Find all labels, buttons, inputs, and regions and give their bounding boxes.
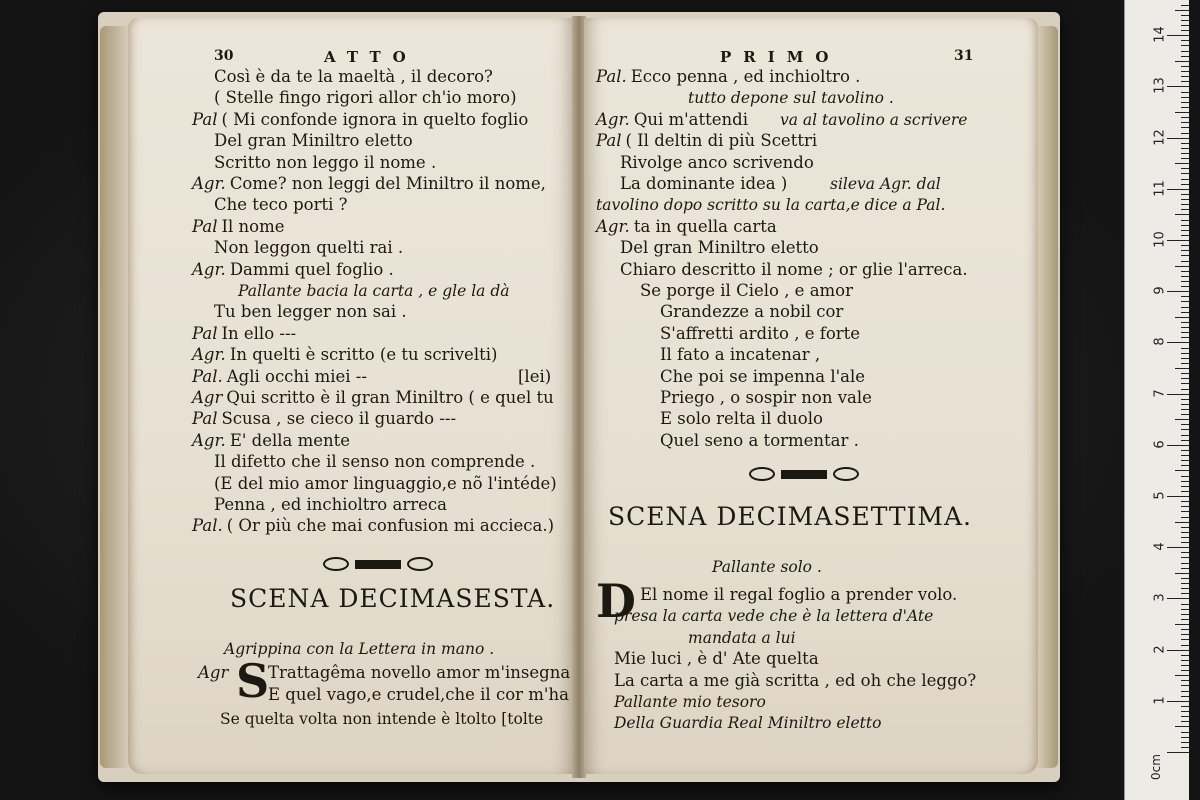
text-line bbox=[214, 494, 447, 516]
text-line bbox=[214, 66, 493, 88]
line-text: Scusa , se cieco il guardo --- bbox=[221, 409, 457, 429]
ruler-tick bbox=[1181, 296, 1189, 297]
ruler-tick bbox=[1181, 179, 1189, 180]
ruler-number: 7 bbox=[1152, 388, 1168, 398]
ruler-tick bbox=[1181, 51, 1189, 52]
ruler-tick bbox=[1167, 342, 1189, 343]
speaker-label: Pal. bbox=[192, 366, 223, 386]
ruler-number: 2 bbox=[1152, 644, 1168, 654]
ruler-tick bbox=[1181, 552, 1189, 553]
ruler-tick bbox=[1181, 220, 1189, 221]
ruler-number: 11 bbox=[1152, 180, 1168, 197]
verse-line: E quel vago,e crudel,che il cor m'ha bbox=[268, 685, 569, 704]
ruler-tick bbox=[1167, 650, 1189, 651]
ruler-tick bbox=[1181, 389, 1189, 390]
ruler-tick bbox=[1181, 71, 1189, 72]
ruler-tick bbox=[1181, 312, 1189, 313]
line-text: Chiaro descritto il nome ; or glie l'arreca. bbox=[620, 259, 968, 279]
speaker-label: Pal bbox=[192, 409, 218, 429]
ruler-tick bbox=[1167, 291, 1189, 292]
ruler-tick bbox=[1181, 358, 1189, 359]
drop-cap: S bbox=[236, 654, 270, 708]
ruler-tick bbox=[1181, 732, 1189, 733]
text-line bbox=[620, 237, 819, 259]
ruler-tick bbox=[1167, 598, 1189, 599]
speaker-label: Agr. bbox=[596, 216, 630, 236]
ruler-tick bbox=[1181, 76, 1189, 77]
ruler-tick bbox=[1181, 255, 1189, 256]
text-line bbox=[214, 301, 407, 323]
ruler-tick bbox=[1175, 61, 1189, 62]
ruler-tick bbox=[1181, 716, 1189, 717]
ruler-tick bbox=[1181, 414, 1189, 415]
line-text: Scritto non leggo il nome . bbox=[214, 152, 437, 172]
ruler-tick bbox=[1175, 317, 1189, 318]
ruler-tick bbox=[1181, 184, 1189, 185]
text-line bbox=[214, 87, 517, 109]
line-text: ( Mi confonde ignora in quelto foglio bbox=[221, 109, 529, 129]
text-line bbox=[596, 216, 777, 238]
ruler-tick bbox=[1181, 158, 1189, 159]
ruler-tick bbox=[1181, 491, 1189, 492]
verse-line: Mie luci , è d' Ate quelta bbox=[614, 649, 819, 669]
ruler-tick bbox=[1181, 307, 1189, 308]
line-text: ( Il deltin di più Scettri bbox=[625, 131, 818, 151]
line-text: Che teco porti ? bbox=[214, 195, 348, 215]
text-line bbox=[192, 430, 350, 452]
verse-line: Trattagêma novello amor m'insegna bbox=[268, 663, 571, 682]
ruler-tick bbox=[1175, 675, 1189, 676]
ruler-tick bbox=[1181, 660, 1189, 661]
ruler-tick bbox=[1181, 614, 1189, 615]
ruler-tick bbox=[1181, 127, 1189, 128]
ruler-tick bbox=[1181, 301, 1189, 302]
ruler-tick bbox=[1181, 168, 1189, 169]
ruler-tick bbox=[1167, 138, 1189, 139]
ruler-tick bbox=[1181, 450, 1189, 451]
speaker-label: Agr bbox=[192, 388, 223, 407]
scene-stage-direction: Agrippina con la Lettera in mano . bbox=[224, 640, 495, 658]
ruler-tick bbox=[1181, 92, 1189, 93]
speaker-label: Pal. bbox=[192, 516, 223, 536]
measurement-ruler bbox=[1124, 0, 1189, 800]
text-line bbox=[620, 173, 787, 195]
stage-direction: sileva Agr. dal bbox=[830, 175, 941, 193]
ruler-tick bbox=[1181, 66, 1189, 67]
text-line bbox=[660, 301, 843, 323]
line-text: Qui scritto è il gran Miniltro ( e quel tu bbox=[226, 388, 554, 407]
line-text: In ello --- bbox=[221, 323, 297, 343]
ruler-tick bbox=[1181, 25, 1189, 26]
ruler-tick bbox=[1175, 419, 1189, 420]
ruler-tick bbox=[1181, 619, 1189, 620]
ruler-tick bbox=[1181, 476, 1189, 477]
stage-direction: Della Guardia Real Miniltro eletto bbox=[614, 714, 882, 733]
text-line bbox=[192, 173, 546, 195]
ruler-tick bbox=[1181, 373, 1189, 374]
ruler-number: 13 bbox=[1152, 77, 1168, 95]
ruler-tick bbox=[1181, 721, 1189, 722]
ruler-tick bbox=[1181, 281, 1189, 282]
text-line bbox=[620, 152, 814, 174]
ruler-tick bbox=[1181, 15, 1189, 16]
text-line bbox=[192, 344, 497, 366]
line-text: In quelti è scritto (e tu scrivelti) bbox=[229, 345, 498, 365]
ruler-tick bbox=[1181, 199, 1189, 200]
line-text: E' della mente bbox=[229, 430, 351, 450]
ruler-tick bbox=[1181, 542, 1189, 543]
ruler-tick bbox=[1181, 639, 1189, 640]
ruler-tick bbox=[1181, 250, 1189, 251]
ruler-number: 9 bbox=[1152, 286, 1168, 295]
line-text: E solo relta il duolo bbox=[660, 409, 823, 429]
text-line bbox=[192, 366, 367, 388]
ruler-tick bbox=[1181, 424, 1189, 425]
line-text: Ecco penna , ed inchioltro . bbox=[630, 67, 861, 86]
text-line bbox=[660, 387, 872, 409]
text-line bbox=[214, 194, 347, 216]
speaker-label: Pal bbox=[596, 131, 622, 151]
ruler-tick bbox=[1181, 194, 1189, 195]
ruler-tick bbox=[1181, 230, 1189, 231]
ruler-tick bbox=[1181, 465, 1189, 466]
text-line bbox=[660, 408, 823, 430]
line-text: Dammi quel foglio . bbox=[229, 259, 394, 279]
ruler-tick bbox=[1181, 563, 1189, 564]
text-line bbox=[214, 237, 403, 259]
stage-direction: va al tavolino a scrivere bbox=[780, 110, 968, 129]
stage-direction: Pallante bacia la carta , e gle la dà bbox=[238, 282, 510, 300]
ornament-divider bbox=[744, 466, 864, 482]
page-number: 30 bbox=[214, 48, 234, 64]
line-text: Quel seno a tormentar . bbox=[660, 430, 859, 450]
line-text: Rivolge anco scrivendo bbox=[620, 152, 814, 172]
line-text: Penna , ed inchioltro arreca bbox=[214, 495, 447, 514]
ruler-tick bbox=[1181, 506, 1189, 507]
ruler-tick bbox=[1181, 665, 1189, 666]
ruler-tick bbox=[1175, 470, 1189, 471]
ruler-tick bbox=[1181, 655, 1189, 656]
line-text: Del gran Miniltro eletto bbox=[620, 238, 819, 258]
ruler-tick bbox=[1181, 409, 1189, 410]
speaker-label: Agr. bbox=[192, 259, 226, 279]
ruler-tick bbox=[1167, 35, 1189, 36]
ruler-tick bbox=[1181, 604, 1189, 605]
ruler-tick bbox=[1181, 532, 1189, 533]
line-text: Se porge il Cielo , e amor bbox=[640, 281, 853, 300]
ruler-tick bbox=[1181, 629, 1189, 630]
verse-line: El nome il regal foglio a prender volo. bbox=[640, 585, 958, 604]
stage-direction: presa la carta vede che è la lettera d'Ate bbox=[614, 607, 934, 626]
ruler-tick bbox=[1181, 460, 1189, 461]
ruler-tick bbox=[1167, 189, 1189, 190]
ruler-tick bbox=[1181, 363, 1189, 364]
open-book bbox=[98, 12, 1060, 782]
running-head: PRIMO bbox=[720, 48, 841, 66]
ruler-tick bbox=[1181, 102, 1189, 103]
ruler-tick bbox=[1181, 593, 1189, 594]
text-line bbox=[192, 515, 554, 537]
line-text: Tu ben legger non sai . bbox=[214, 302, 407, 322]
ruler-tick bbox=[1181, 153, 1189, 154]
ruler-tick bbox=[1181, 557, 1189, 558]
text-line bbox=[660, 430, 859, 452]
running-head: ATTO bbox=[324, 48, 418, 66]
verse-line: Se quelta volta non intende è ltolto [tolte bbox=[220, 710, 544, 728]
speaker-label: Agr. bbox=[192, 345, 226, 365]
ruler-tick bbox=[1181, 322, 1189, 323]
stage-direction: mandata a lui bbox=[688, 628, 796, 647]
ruler-tick bbox=[1175, 10, 1189, 11]
line-text: Grandezze a nobil cor bbox=[660, 302, 844, 322]
ruler-tick bbox=[1175, 112, 1189, 113]
ruler-tick bbox=[1181, 56, 1189, 57]
ruler-tick bbox=[1181, 133, 1189, 134]
ruler-tick bbox=[1181, 511, 1189, 512]
line-text: ( Stelle fingo rigori allor ch'io moro) bbox=[214, 88, 517, 108]
ruler-tick bbox=[1181, 225, 1189, 226]
page-number: 31 bbox=[954, 48, 974, 64]
verse-line: La carta a me già scritta , ed oh che leggo? bbox=[614, 670, 977, 690]
text-line bbox=[214, 152, 436, 174]
ruler-tick bbox=[1167, 86, 1189, 87]
speaker-label: Pal bbox=[192, 216, 218, 236]
ruler-number: 8 bbox=[1152, 337, 1168, 347]
right-page bbox=[584, 18, 1038, 774]
text-line bbox=[214, 130, 413, 152]
line-continuation: [lei) bbox=[518, 366, 552, 386]
ruler-tick bbox=[1181, 747, 1189, 748]
ruler-tick bbox=[1181, 537, 1189, 538]
ruler-tick bbox=[1181, 737, 1189, 738]
line-text: ( Or più che mai confusion mi accieca.) bbox=[226, 516, 555, 536]
ruler-tick bbox=[1167, 752, 1189, 753]
ruler-tick bbox=[1181, 429, 1189, 430]
ruler-tick bbox=[1181, 348, 1189, 349]
ruler-tick bbox=[1181, 40, 1189, 41]
ruler-tick bbox=[1181, 404, 1189, 405]
line-text: Che poi se impenna l'ale bbox=[660, 366, 866, 386]
line-text: La dominante idea ) bbox=[620, 174, 788, 193]
ruler-tick bbox=[1181, 670, 1189, 671]
ruler-tick bbox=[1181, 706, 1189, 707]
line-text: Non leggon quelti rai . bbox=[214, 238, 404, 258]
ruler-number: 14 bbox=[1152, 26, 1168, 43]
ruler-tick bbox=[1175, 214, 1189, 215]
speaker-label: Pal bbox=[192, 323, 218, 343]
ruler-tick bbox=[1181, 353, 1189, 354]
ruler-tick bbox=[1167, 394, 1189, 395]
ruler-tick bbox=[1181, 634, 1189, 635]
ruler-number: 10 bbox=[1152, 231, 1168, 248]
ruler-tick bbox=[1181, 117, 1189, 118]
ruler-unit: 0cm bbox=[1148, 754, 1163, 780]
line-text: Il nome bbox=[221, 216, 285, 236]
ruler-tick bbox=[1181, 527, 1189, 528]
ruler-tick bbox=[1181, 583, 1189, 584]
ruler-tick bbox=[1181, 271, 1189, 272]
ruler-tick bbox=[1175, 624, 1189, 625]
ruler-tick bbox=[1181, 440, 1189, 441]
line-text: Del gran Miniltro eletto bbox=[214, 131, 413, 151]
ruler-tick bbox=[1181, 209, 1189, 210]
speaker-label: Agr. bbox=[596, 109, 630, 129]
ruler-number: 12 bbox=[1152, 128, 1168, 146]
ruler-tick bbox=[1167, 445, 1189, 446]
ruler-number: 1 bbox=[1152, 696, 1168, 705]
ruler-tick bbox=[1181, 378, 1189, 379]
drop-cap: D bbox=[596, 574, 636, 628]
ruler-tick bbox=[1181, 383, 1189, 384]
line-text: (E del mio amor linguaggio,e nõ l'intéde) bbox=[214, 473, 557, 493]
speaker-label: Agr. bbox=[192, 174, 226, 193]
ruler-tick bbox=[1181, 517, 1189, 518]
ruler-tick bbox=[1181, 711, 1189, 712]
ruler-tick bbox=[1181, 680, 1189, 681]
text-line bbox=[192, 259, 394, 281]
ruler-tick bbox=[1181, 30, 1189, 31]
ruler-tick bbox=[1181, 276, 1189, 277]
ruler-tick bbox=[1181, 455, 1189, 456]
ruler-tick bbox=[1181, 685, 1189, 686]
scene-title: SCENA DECIMASESTA. bbox=[230, 584, 556, 613]
ruler-tick bbox=[1175, 266, 1189, 267]
ruler-tick bbox=[1181, 481, 1189, 482]
ruler-tick bbox=[1175, 726, 1189, 727]
ruler-number: 3 bbox=[1152, 593, 1168, 603]
ornament-divider bbox=[318, 556, 438, 572]
line-text: Così è da te la maeltà , il decoro? bbox=[214, 67, 493, 86]
ruler-tick bbox=[1181, 235, 1189, 236]
ruler-tick bbox=[1175, 573, 1189, 574]
ruler-tick bbox=[1181, 486, 1189, 487]
line-text: Il fato a incatenar , bbox=[660, 345, 821, 365]
page-edges-left bbox=[100, 26, 130, 768]
speaker-label: Agr bbox=[198, 663, 229, 682]
line-text: ta in quella carta bbox=[633, 216, 777, 236]
text-line bbox=[192, 109, 528, 131]
stage-direction: Pallante mio tesoro bbox=[614, 693, 766, 711]
ruler-tick bbox=[1181, 435, 1189, 436]
ruler-tick bbox=[1181, 327, 1189, 328]
text-line bbox=[214, 451, 535, 473]
text-line bbox=[596, 66, 860, 88]
ruler-tick bbox=[1175, 368, 1189, 369]
ruler-tick bbox=[1175, 522, 1189, 523]
text-line bbox=[620, 259, 968, 281]
ruler-tick bbox=[1181, 204, 1189, 205]
ruler-tick bbox=[1181, 20, 1189, 21]
ruler-number: 5 bbox=[1152, 491, 1168, 500]
text-line bbox=[640, 280, 853, 302]
ruler-tick bbox=[1181, 5, 1189, 6]
speaker-label: Pal. bbox=[596, 67, 627, 86]
text-line bbox=[192, 408, 456, 430]
ruler-tick bbox=[1181, 501, 1189, 502]
text-line bbox=[192, 216, 285, 238]
ruler-tick bbox=[1181, 588, 1189, 589]
ruler-tick bbox=[1167, 701, 1189, 702]
ruler-tick bbox=[1181, 107, 1189, 108]
ruler-tick bbox=[1167, 240, 1189, 241]
line-text: S'affretti ardito , e forte bbox=[660, 323, 861, 343]
page-edges-right bbox=[1036, 26, 1058, 768]
ruler-tick bbox=[1181, 742, 1189, 743]
ruler-tick bbox=[1181, 399, 1189, 400]
ruler-tick bbox=[1167, 547, 1189, 548]
ruler-tick bbox=[1181, 286, 1189, 287]
ruler-tick bbox=[1181, 609, 1189, 610]
line-text: Qui m'attendi bbox=[633, 109, 748, 129]
line-text: Agli occhi miei -- bbox=[226, 366, 367, 386]
ruler-tick bbox=[1167, 496, 1189, 497]
line-text: Priego , o sospir non vale bbox=[660, 388, 872, 407]
ruler-tick bbox=[1181, 143, 1189, 144]
speaker-label: Pal bbox=[192, 109, 218, 129]
ruler-tick bbox=[1181, 645, 1189, 646]
stage-direction: tavolino dopo scritto su la carta,e dice a Pal. bbox=[596, 196, 946, 215]
text-line bbox=[192, 387, 554, 409]
ruler-tick bbox=[1181, 245, 1189, 246]
ruler-tick bbox=[1181, 173, 1189, 174]
left-page bbox=[128, 18, 574, 774]
ruler-tick bbox=[1181, 332, 1189, 333]
ruler-tick bbox=[1181, 97, 1189, 98]
ruler-tick bbox=[1181, 261, 1189, 262]
ruler-tick bbox=[1181, 148, 1189, 149]
text-line bbox=[660, 344, 820, 366]
text-line bbox=[596, 130, 817, 152]
ruler-number: 6 bbox=[1152, 440, 1168, 449]
ruler-tick bbox=[1181, 691, 1189, 692]
line-text: Il difetto che il senso non comprende . bbox=[214, 452, 536, 472]
text-line bbox=[596, 109, 748, 131]
ruler-tick bbox=[1175, 163, 1189, 164]
text-line bbox=[660, 323, 860, 345]
scene-title: SCENA DECIMASETTIMA. bbox=[608, 502, 972, 531]
ruler-tick bbox=[1181, 337, 1189, 338]
ruler-tick bbox=[1181, 81, 1189, 82]
text-line bbox=[214, 473, 557, 495]
text-line bbox=[660, 366, 865, 388]
ruler-tick bbox=[1181, 568, 1189, 569]
ruler-tick bbox=[1181, 578, 1189, 579]
line-text: Come? non leggi del Miniltro il nome, bbox=[229, 174, 546, 193]
stage-direction: tutto depone sul tavolino . bbox=[688, 89, 894, 108]
ruler-number: 4 bbox=[1152, 542, 1168, 551]
text-line bbox=[192, 323, 296, 345]
ruler-tick bbox=[1181, 122, 1189, 123]
speaker-label: Agr. bbox=[192, 430, 226, 450]
ruler-tick bbox=[1181, 45, 1189, 46]
ruler-tick bbox=[1181, 696, 1189, 697]
scene-stage-direction: Pallante solo . bbox=[712, 558, 822, 576]
